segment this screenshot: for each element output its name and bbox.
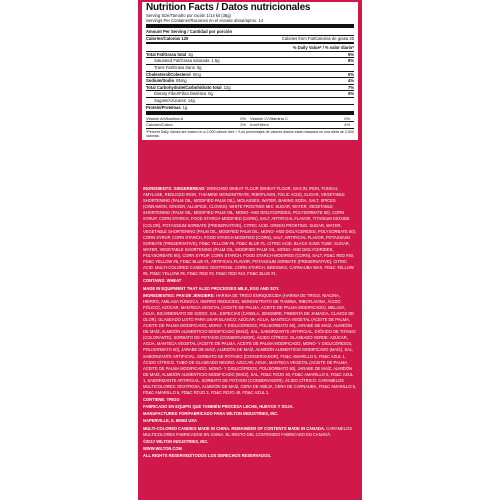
nutrient-row <box>146 84 354 91</box>
nutrient-dv: 5% <box>347 51 354 57</box>
footnote: *Percent Daily Values are based on a 2,000 calorie diet. / *Los porcentajes de valores diarios están basados en una dieta de 2,000 calorías. <box>146 129 354 138</box>
ingredient-paragraph <box>143 397 357 403</box>
serving-size: Serving Size/Tamaño por ración 1/14 kit (38g) <box>146 13 231 18</box>
vitamin-label: Calcium/Calcio <box>146 122 173 128</box>
vitamin-value: 0% <box>240 116 246 122</box>
nutrient-label: Sodium/Sodio <box>146 78 175 84</box>
nutrient-row <box>146 57 354 64</box>
nutrient-amount: 0g <box>196 64 202 70</box>
vitamin-value: 4% <box>344 122 350 128</box>
ingredient-paragraph <box>143 186 357 277</box>
ingredient-heading: FABRICADO EN EQUIPO QUE TAMBIÉN PROCESA LECHE, HUEVOS Y SOJA. <box>143 404 294 410</box>
ingredient-heading: ©2017 WILTON INDUSTRIES, INC. <box>143 438 209 444</box>
nutrient-dv: 0% <box>347 91 354 97</box>
nutrient-label: Dietary Fiber/Fibra Dietética <box>154 91 207 97</box>
dv-header: % Daily Value* / % valor diario* <box>292 45 354 51</box>
nutrition-title: Nutrition Facts / Datos nutricionales <box>146 2 311 13</box>
nutrient-amount: 1g <box>182 104 188 110</box>
vitamin-value: 0% <box>344 116 350 122</box>
ingredient-heading: MADE IN EQUIPMENT THAT ALSO PROCESSES MILK, EGG AND SOY. <box>143 285 280 291</box>
vitamin-value: 2% <box>240 122 246 128</box>
vitamin-label: Vitamin A/Vitamina A <box>146 116 183 122</box>
ingredient-paragraph <box>143 453 357 459</box>
nutrition-facts-box <box>142 2 358 140</box>
vitamin-row <box>146 116 354 121</box>
ingredient-paragraph <box>143 404 357 410</box>
nutrient-amount: 85mg <box>176 78 187 84</box>
vitamin-cell <box>250 122 354 127</box>
nutrient-amount: 1.5g <box>211 58 220 64</box>
ingredients-text <box>143 186 357 460</box>
nutrient-amount: 0mg <box>192 71 201 77</box>
ingredient-heading: CONTIENE: TRIGO <box>143 397 180 403</box>
ingredient-heading: CONTAINS: WHEAT <box>143 278 182 284</box>
ingredient-paragraph <box>143 411 357 417</box>
servings-per-container: Servings Per Container/Raciones en el envase about/aprox. 14 <box>146 18 264 24</box>
calories-row <box>146 36 354 42</box>
ingredient-body: ENRICHED WHEAT FLOUR (WHEAT FLOUR, NIACIN, IRON, FUNGAL AMYLASE, REDUCED IRON, THIAMINE MONONITRATE, RIBOFLAVIN, FOLIC ACID), SUGAR, VEGETABLE SHORTENING (PALM OIL, MODIFIED PALM OIL), MOLASSES, WATER, BAKING SODA, SALT, SPICES (CINNAMON, GINGER, ALLSPICE, CLOVES). WHITE FROSTING MIX: SUGAR, WATER, VEGETABLE SHORTENING (PALM OIL, MODIFIED PALM OIL, MONO- AND DIGLYCERIDES, POLYSORBATE 60), CORN SYRUP, CORN STARCH, FOOD STARCH-MODIFIED (CORN), SALT, ARTIFICIAL FLAVOR, TITANIUM DIOXIDE (COLOR), POTASSIUM SORBATE (PRESERVATIVE), CITRIC ACID. GREEN FROSTING: SUGAR, WATER, VEGETABLE SHORTENING (PALM OIL, MODIFIED PALM OIL, MONO- AND DIGLYCERIDES, POLYSORBATE 60), CORN SYRUP, CORN STARCH, FOOD STARCH-MODIFIED (CORN), SALT, ARTIFICIAL FLAVOR, POTASSIUM SORBATE (PRESERVATIVE), FD&C YELLOW #5, FD&C BLUE #1, CITRIC ACID. BLACK ICING TUBE: SUGAR, WATER, VEGETABLE SHORTENING (PALM OIL, MODIFIED PALM OIL, MONO- AND DIGLYCERIDES, POLYSORBATE 60), CORN SYRUP, CORN STARCH, FOOD STARCH-MODIFIED (CORN), SALT, FD&C RED #40, FD&C YELLOW #5, FD&C BLUE #1, ARTIFICIAL FLAVOR, POTASSIUM SORBATE (PRESERVATIVE), CITRIC ACID. MULTI-COLORED CANDIES: DEXTROSE, CORN STARCH, BEESWAX, CARNAUBA WAX, FD&C YELLOW #5, FD&C YELLOW #6, FD&C RED #3, FD&C RED #40, FD&C BLUE #1. <box>143 186 357 277</box>
ingredient-heading: MANUFACTURED FOR/FABRICADO PARA WILTON INDUSTRIES, INC. <box>143 411 279 417</box>
calories: Calories/Calorías 120 <box>146 35 189 41</box>
nutrient-amount: 3g <box>188 51 193 57</box>
nutrient-label: Cholesterol/Colesterol <box>146 71 191 77</box>
product-label-panel <box>138 0 362 500</box>
ingredient-paragraph <box>143 439 357 445</box>
nutrient-label: Sugars/Azúcares <box>154 97 186 103</box>
nutrient-dv: 7% <box>347 84 354 90</box>
nutrient-dv: 4% <box>347 78 354 84</box>
nutrient-row <box>146 51 354 58</box>
nutrient-row <box>146 71 354 78</box>
ingredient-heading: INGREDIENTES: PAN DE JENGIBRE: <box>143 292 215 298</box>
nutrient-label: Total Carbohydrate/Carbohidrato total <box>146 84 222 90</box>
vitamin-label: Vitamin C/Vitamina C <box>250 116 288 122</box>
nutrient-label: Total Fat/Grasa total <box>146 51 187 57</box>
ingredient-body: CARAMELOS MULTICOLORES FABRICADOS EN CHINA. EL RESTO DEL CONTENIDO FABRICADO EN CANADÁ. <box>143 425 352 437</box>
ingredient-heading: INGREDIENTS: GINGERBREAD: <box>143 186 206 191</box>
calories-from-fat: Calories from Fat/Calorías de grasa 25 <box>281 35 354 41</box>
nutrient-label: Trans Fat/Grasa trans <box>154 64 195 70</box>
ingredient-body: HARINA DE TRIGO ENRIQUECIDA (HARINA DE TRIGO, NIACINA, HIERRO, AMILASA FÚNGICA, HIERRO REDUCIDO, MONONITRATO DE TIAMINA, RIBOFLAVINA, ÁCIDO FÓLICO), AZÚCAR, MANTECA VEGETAL (ACEITE DE PALMA, ACEITE DE PALMA MODIFICADO), MELAZA, AGUA, BICARBONATO DE SODIO, SAL, ESPECIAS (CANELA, JENGIBRE, PIMIENTA DE JAMAICA, CLAVOS DE OLOR). GLASEADO LISTO PARA USAR BLANCO: AZÚCAR, AGUA, MANTECA VEGETAL (ACEITE DE PALMA, ACEITE DE PALMA MODIFICADO, MONO- Y DIGLICÉRIDOS, POLISORBATO 60), JARABE DE MAÍZ, ALMIDÓN DE MAÍZ, ALMIDÓN ALIMENTICIO MODIFICADO (MAÍZ), SAL, SABORIZANTE ARTIFICIAL, DIÓXIDO DE TITANIO (COLORANTE), SORBATO DE POTASIO (CONSERVADOR), ÁCIDO CÍTRICO. GLASEADO VERDE: AZÚCAR, AGUA, MANTECA VEGETAL (ACEITE DE PALMA, ACEITE DE PALMA MODIFICADO, MONO- Y DIGLICÉRIDOS, POLISORBATO 60), JARABE DE MAÍZ, ALMIDÓN DE MAÍZ, ALMIDÓN ALIMENTICIO MODIFICADO (MAÍZ), SAL, SABORIZANTE ARTIFICIAL, SORBATO DE POTASIO (CONSERVADOR), FD&C AMARILLO 5, FD&C AZUL 1, ÁCIDO CÍTRICO. TUBO DE GLASEADO NEGRO: AZÚCAR, AGUA, MANTECA VEGETAL (ACEITE DE PALMA, ACEITE DE PALMA MODIFICADO, MONO- Y DIGLICÉRIDOS, POLISORBATO 60), JARABE DE MAÍZ, ALMIDÓN DE MAÍZ, ALMIDÓN ALIMENTICIO MODIFICADO (MAÍZ), SAL, FD&C ROJO 40, FD&C AMARILLO 5, FD&C AZUL 1, SABORIZANTE ARTIFICIAL, SORBATO DE POTASIO (CONSERVADOR), ÁCIDO CÍTRICO. CARAMELOS MULTICOLORES: DEXTROSA, ALMIDÓN DE MAÍZ, CERA DE ABEJA, CERA DE CARNAUBA, FD&C AMARILLO 5, FD&C AMARILLO 6, FD&C ROJO 3, FD&C ROJO 40, FD&C AZUL 1. <box>143 292 357 396</box>
ingredient-heading: ALL RIGHTS RESERVED/TODOS LOS DERECHOS RESERVADOS. <box>143 452 272 458</box>
nutrient-row <box>146 97 354 104</box>
nutrient-rows <box>146 51 354 110</box>
ingredient-heading: MULTI-COLORED CANDIES MADE IN CHINA. REMAINDER OF CONTENTS MADE IN CANADA. <box>143 425 326 431</box>
nutrient-amount: 0g <box>208 91 213 97</box>
ingredient-heading: NAPERVILLE, IL 60563 USA <box>143 418 197 424</box>
ingredient-paragraph <box>143 286 357 292</box>
ingredient-paragraph <box>143 446 357 452</box>
vitamin-cell <box>146 122 250 127</box>
nutrient-row <box>146 64 354 71</box>
vitamin-cell <box>146 116 250 121</box>
nutrient-amount: 14g <box>187 97 195 103</box>
nutrient-dv: 8% <box>347 58 354 64</box>
ingredient-paragraph <box>143 418 357 424</box>
nutrient-row <box>146 90 354 97</box>
divider <box>146 24 354 28</box>
vitamin-rows <box>146 116 354 127</box>
ingredient-paragraph <box>143 278 357 284</box>
nutrient-label: Protein/Proteínas <box>146 104 181 110</box>
divider <box>146 111 354 115</box>
nutrient-row <box>146 104 354 111</box>
vitamin-row <box>146 121 354 127</box>
nutrient-amount: 22g <box>223 84 231 90</box>
ingredient-paragraph <box>143 426 357 438</box>
nutrient-row <box>146 77 354 84</box>
amount-per-serving: Amount Per Serving / Cantidad por porción <box>146 29 233 35</box>
divider <box>146 42 354 44</box>
vitamin-label: Iron/Hierro <box>250 122 269 128</box>
vitamin-cell <box>250 116 354 121</box>
ingredient-heading: WWW.WILTON.COM <box>143 445 182 451</box>
nutrient-dv: 0% <box>347 71 354 77</box>
ingredient-paragraph <box>143 293 357 397</box>
nutrient-label: Saturated Fat/Grasa saturada <box>154 58 210 64</box>
